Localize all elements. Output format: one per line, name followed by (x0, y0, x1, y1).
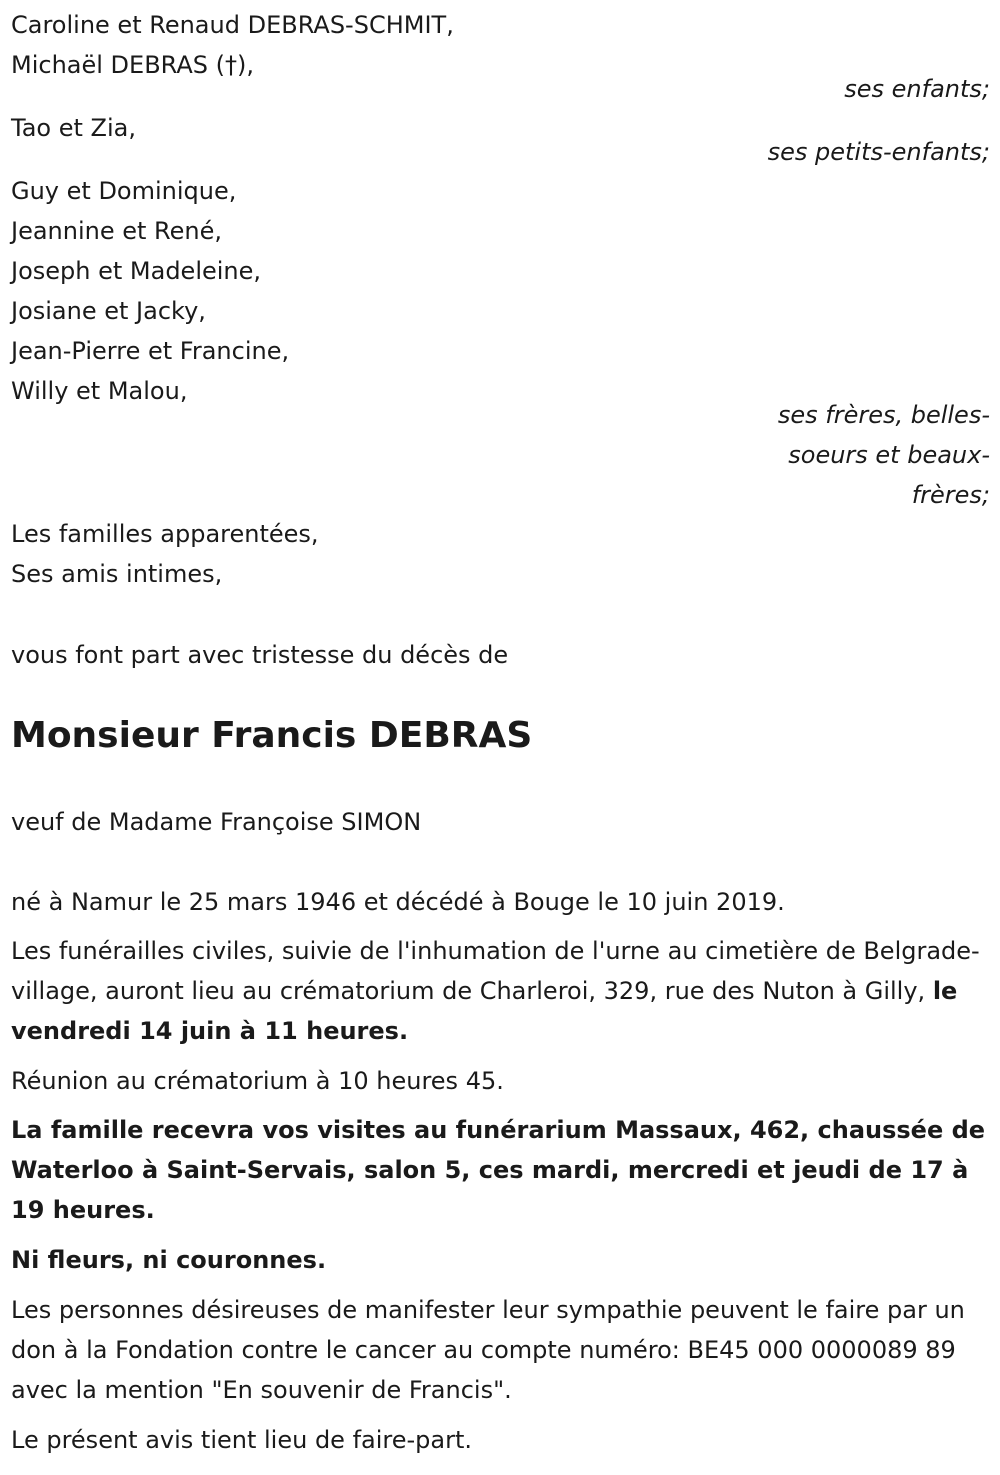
children-line-1: Caroline et Renaud DEBRAS-SCHMIT, (11, 11, 454, 39)
closing: Le présent avis tient lieu de faire-part. (11, 1426, 473, 1454)
children-label: ses enfants; (844, 75, 990, 103)
others-line-2: Ses amis intimes, (11, 560, 223, 588)
sibling-line: Joseph et Madeleine, (11, 257, 262, 285)
meeting: Réunion au crématorium à 10 heures 45. (11, 1067, 504, 1095)
birth-death: né à Namur le 25 mars 1946 et décédé à Bouge le 10 juin 2019. (11, 888, 785, 916)
grandchildren-label: ses petits-enfants; (767, 138, 990, 166)
widower-of: veuf de Madame Françoise SIMON (11, 808, 422, 836)
funeral-text: Les funérailles civiles, suivie de l'inhumation de l'urne au cimetière de Belgrade-village, auront lieu au crématorium de Charleroi, 329, rue des Nuton à Gilly, (11, 937, 980, 1005)
visits: La famille recevra vos visites au funérarium Massaux, 462, chaussée de Waterloo à Saint-Servais, salon 5, ces mardi, mercredi et jeudi de 17 à 19 heures. (11, 1116, 986, 1224)
announcement: vous font part avec tristesse du décès de (11, 641, 509, 669)
siblings-label-line: ses frères, belles- (777, 401, 990, 429)
donation: Les personnes désireuses de manifester leur sympathie peuvent le faire par un don à la Fondation contre le cancer au compte numéro: BE45 000 0000089 89 avec la mention "En souvenir de Francis". (11, 1296, 965, 1404)
children-line-2: Michaël DEBRAS (†), (11, 51, 254, 79)
sibling-line: Jeannine et René, (11, 217, 223, 245)
siblings-label-line: frères; (911, 481, 990, 509)
funeral-date: le vendredi 14 juin à 11 heures. (11, 977, 958, 1045)
deceased-name: Monsieur Francis DEBRAS (11, 715, 533, 756)
sibling-line: Josiane et Jacky, (11, 297, 206, 325)
others-line-1: Les familles apparentées, (11, 520, 319, 548)
sibling-line: Willy et Malou, (11, 377, 188, 405)
no-flowers: Ni fleurs, ni couronnes. (11, 1246, 327, 1274)
siblings-label-line: soeurs et beaux- (788, 441, 990, 469)
sibling-line: Jean-Pierre et Francine, (11, 337, 290, 365)
sibling-line: Guy et Dominique, (11, 177, 237, 205)
funeral-paragraph (11, 931, 991, 1051)
grandchildren-line: Tao et Zia, (11, 114, 136, 142)
